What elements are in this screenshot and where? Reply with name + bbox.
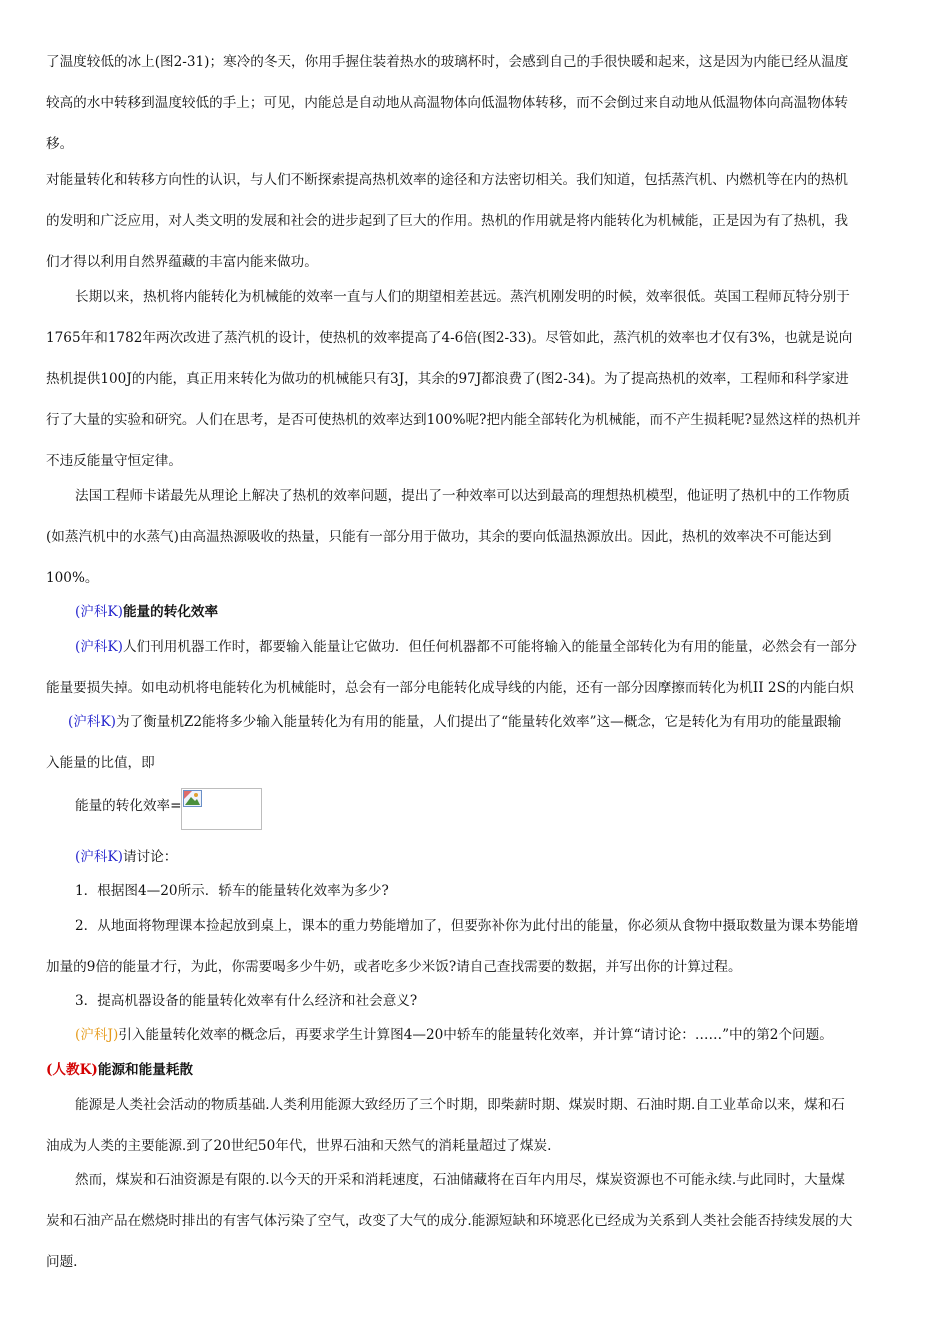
- paragraph-line: 热机提供100J的内能，真正用来转化为做功的机械能只有3J，其余的97J都浪费了(图2-34)。为了提高热机的效率，工程师和科学家进: [46, 371, 849, 387]
- paragraph-line: 然而，煤炭和石油资源是有限的.以今天的开采和消耗速度，石油储藏将在百年内用尽，煤炭资源也不可能永续.与此同时，大量煤: [75, 1172, 845, 1188]
- paragraph-line: 对能量转化和转移方向性的认识，与人们不断探索提高热机效率的途径和方法密切相关。我们知道，包括蒸汽机、内燃机等在内的热机: [46, 172, 849, 188]
- section-heading: [75, 603, 218, 621]
- paragraph-line: 问题.: [46, 1254, 78, 1270]
- paragraph-line: 油成为人类的主要能源.到了20世纪50年代，世界石油和天然气的消耗量超过了煤炭.: [46, 1138, 552, 1154]
- source-tag: (沪科K): [75, 639, 123, 655]
- paragraph-line: 的发明和广泛应用，对人类文明的发展和社会的进步起到了巨大的作用。热机的作用就是将内能转化为机械能，正是因为有了热机，我: [46, 213, 849, 229]
- paragraph-line: 1765年和1782年两次改进了蒸汽机的设计，使热机的效率提高了4-6倍(图2-33)。尽管如此，蒸汽机的效率也才仅有3%，也就是说向: [46, 330, 853, 346]
- paragraph-line: 行了大量的实验和研究。人们在思考，是否可使热机的效率达到100%呢?把内能全部转化为机械能，而不产生损耗呢?显然这样的热机并: [46, 412, 861, 428]
- question-item: 2．从地面将物理课本捡起放到桌上，课本的重力势能增加了，但要弥补你为此付出的能量，你必须从食物中摄取数量为课本势能增: [75, 918, 859, 934]
- paragraph-line: 长期以来，热机将内能转化为机械能的效率一直与人们的期望相差甚远。蒸汽机刚发明的时候，效率很低。英国工程师瓦特分别于: [75, 289, 850, 305]
- section-heading: [46, 1061, 193, 1079]
- heading-text: 能源和能量耗散: [97, 1062, 194, 1078]
- paragraph-text: 为了衡量机Z2能将多少输入能量转化为有用的能量，人们提出了“能量转化效率”这—概念，它是转化为有用功的能量跟输: [115, 714, 842, 730]
- paragraph-text: 引入能量转化效率的概念后，再要求学生计算图4—20中轿车的能量转化效率，并计算“请讨论：……”中的第2个问题。: [118, 1027, 833, 1043]
- source-tag: (沪科K): [75, 849, 123, 865]
- paragraph-line: (如蒸汽机中的水蒸气)由高温热源吸收的热量，只能有一部分用于做功，其余的要向低温热源放出。因此，热机的效率决不可能达到: [46, 529, 832, 545]
- paragraph-line: 不违反能量守恒定律。: [46, 453, 182, 469]
- paragraph-line: [75, 848, 177, 866]
- paragraph-line: 法国工程师卡诺最先从理论上解决了热机的效率问题，提出了一种效率可以达到最高的理想热机模型，他证明了热机中的工作物质: [75, 488, 850, 504]
- paragraph-line: 能源是人类社会活动的物质基础.人类利用能源大致经历了三个时期，即柴薪时期、煤炭时期、石油时期.自工业革命以来，煤和石: [75, 1097, 845, 1113]
- paragraph-text: 人们刊用机器工作时，都要输入能量让它做功．但任何机器都不可能将输入的能量全部转化为有用的能量，必然会有一部分: [122, 639, 858, 655]
- paragraph-line: 较高的水中转移到温度较低的手上；可见，内能总是自动地从高温物体向低温物体转移，而不会倒过来自动地从低温物体向高温物体转: [46, 95, 849, 111]
- paragraph-line: 移。: [46, 136, 74, 152]
- question-item: 1．根据图4—20所示．轿车的能量转化效率为多少?: [75, 883, 389, 899]
- formula-label: 能量的转化效率=: [75, 798, 182, 814]
- paragraph-line: 能量要损失掉。如电动机将电能转化为机械能时，总会有一部分电能转化成导线的内能，还有一部分因摩擦而转化为机II 2S的内能白炽: [46, 680, 854, 696]
- source-tag: (沪科K): [75, 604, 123, 620]
- paragraph-line: 炭和石油产品在燃烧时排出的有害气体污染了空气，改变了大气的成分.能源短缺和环境恶化已经成为关系到人类社会能否持续发展的大: [46, 1213, 853, 1229]
- paragraph-line: 了温度较低的冰上(图2-31)；寒冷的冬天，你用手握住装着热水的玻璃杯时，会感到自己的手很快暖和起来，这是因为内能已经从温度: [46, 54, 849, 70]
- paragraph-text: 请讨论：: [122, 849, 178, 865]
- paragraph-line: 们才得以利用自然界蕴藏的丰富内能来做功。: [46, 254, 318, 270]
- paragraph-line: [75, 638, 857, 656]
- paragraph-line: 100%。: [46, 570, 99, 586]
- paragraph-line: 入能量的比值，即: [46, 755, 155, 771]
- source-tag: (沪科J): [75, 1027, 119, 1043]
- broken-image-icon: [183, 790, 202, 807]
- question-item: 加量的9倍的能量才行，为此，你需要喝多少牛奶，或者吃多少米饭?请自己查找需要的数据，并写出你的计算过程。: [46, 959, 742, 975]
- source-tag: (人教K): [46, 1062, 98, 1078]
- heading-text: 能量的转化效率: [122, 604, 219, 620]
- question-item: 3．提高机器设备的能量转化效率有什么经济和社会意义?: [75, 993, 418, 1009]
- paragraph-line: [68, 713, 841, 731]
- paragraph-line: [75, 1026, 833, 1044]
- source-tag: (沪科K): [68, 714, 116, 730]
